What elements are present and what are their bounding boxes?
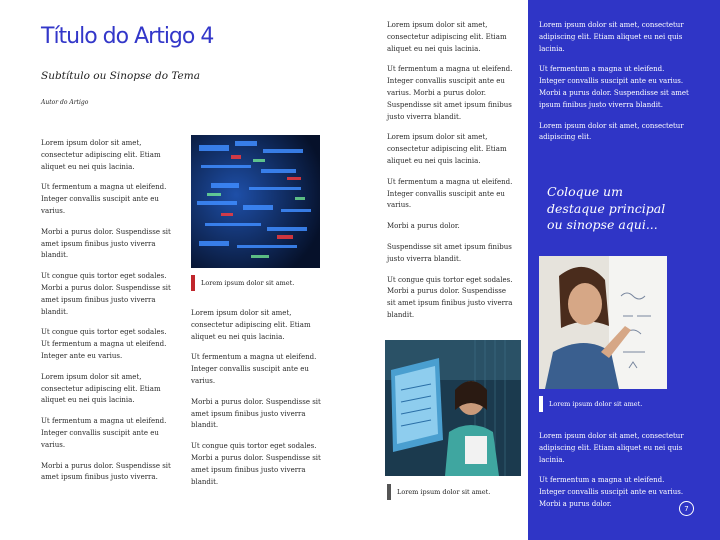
column-3-text: [387, 20, 515, 331]
caption-text: Lorem ipsum dolor sit amet.: [201, 279, 295, 287]
paragraph: Lorem ipsum dolor sit amet, consectetur adipiscing elit. Etiam aliquet eu nei quis lacinia.: [41, 139, 161, 171]
column-2-text: [191, 308, 323, 497]
paragraph: Lorem ipsum dolor sit amet, consectetur adipiscing elit. Etiam aliquet eu nei quis lacinia.: [41, 372, 161, 405]
paragraph: Lorem ipsum dolor sit amet, consectetur adipiscing elit. Etiam aliquet eu nei quis lacinia.: [539, 432, 684, 464]
paragraph: Lorem ipsum dolor sit amet, consectetur adipiscing elit.: [539, 121, 684, 142]
caption-text: Lorem ipsum dolor sit amet.: [397, 488, 491, 496]
paragraph: Morbi a purus dolor. Suspendisse sit amet ipsum finibus justo viverra blandit.: [41, 227, 171, 260]
article-author: Autor do Artigo: [41, 99, 89, 106]
caption-marker: [539, 396, 543, 412]
paragraph: Lorem ipsum dolor sit amet, consectetur adipiscing elit. Etiam aliquet eu nei quis lacinia.: [191, 309, 311, 341]
column-2-caption: [191, 275, 294, 291]
article-subtitle: Subtítulo ou Sinopse do Tema: [41, 70, 200, 82]
column-3-caption: [387, 484, 490, 500]
paragraph: Lorem ipsum dolor sit amet, consectetur adipiscing elit. Etiam aliquet eu nei quis lacinia.: [539, 21, 684, 53]
caption-text: Lorem ipsum dolor sit amet.: [549, 400, 643, 408]
column-1-text: [41, 138, 173, 493]
paragraph: Ut fermentum a magna ut eleifend. Integer convallis suscipit ante eu varius. Morbi a purus dolor. Suspendisse sit amet ipsum finibus justo viverra blandit.: [387, 65, 513, 121]
paragraph: Ut fermentum a magna ut eleifend. Integer convallis suscipit ante eu varius.: [41, 183, 167, 215]
paragraph: Ut congue quis tortor eget sodales. Ut fermentum a magna ut eleifend. Integer ante eu varius.: [41, 328, 167, 360]
paragraph: Ut fermentum a magna ut eleifend. Integer convallis suscipit ante eu varius. Morbi a purus dolor.: [539, 476, 684, 508]
caption-marker: [191, 275, 195, 291]
stock-board-image: [191, 135, 320, 268]
sidebar-text-bottom: [539, 431, 689, 520]
paragraph: Lorem ipsum dolor sit amet, consectetur adipiscing elit. Etiam aliquet eu nei quis lacinia.: [387, 21, 507, 53]
caption-marker: [387, 484, 391, 500]
article-title: Título do Artigo 4: [41, 24, 214, 49]
paragraph: Morbi a purus dolor. Suspendisse sit amet ipsum finibus justo viverra blandit.: [191, 397, 321, 430]
paragraph: Ut congue quis tortor eget sodales. Morbi a purus dolor. Suspendisse sit amet ipsum finibus justo viverra blandit.: [191, 442, 321, 486]
paragraph: Ut fermentum a magna ut eleifend. Integer convallis suscipit ante eu varius.: [191, 353, 317, 385]
sidebar-text-top: [539, 20, 689, 153]
paragraph: Morbi a purus dolor.: [387, 222, 460, 231]
sidebar-caption: [539, 396, 642, 412]
paragraph: Ut fermentum a magna ut eleifend. Integer convallis suscipit ante eu varius. Morbi a purus dolor. Suspendisse sit amet ipsum finibus justo viverra blandit.: [539, 65, 689, 109]
paragraph: Suspendisse sit amet ipsum finibus justo viverra blandit.: [387, 242, 512, 263]
doctor-image: [385, 340, 521, 476]
student-image: [539, 256, 667, 389]
paragraph: Lorem ipsum dolor sit amet, consectetur adipiscing elit. Etiam aliquet eu nei quis lacinia.: [387, 133, 507, 165]
paragraph: Ut congue quis tortor eget sodales. Morbi a purus dolor. Suspendisse sit amet ipsum finibus justo viverra blandit.: [41, 272, 171, 316]
paragraph: Morbi a purus dolor. Suspendisse sit amet ipsum finibus justo viverra.: [41, 461, 171, 482]
paragraph: Ut congue quis tortor eget sodales. Morbi a purus dolor. Suspendisse sit amet ipsum finibus justo viverra blandit.: [387, 275, 513, 319]
paragraph: Ut fermentum a magna ut eleifend. Integer convallis suscipit ante eu varius.: [387, 177, 513, 210]
pull-quote: Coloque um destaque principal ou sinopse aqui...: [547, 184, 666, 232]
page-number: 7: [679, 501, 694, 516]
paragraph: Ut fermentum a magna ut eleifend. Integer convallis suscipit ante eu varius.: [41, 417, 167, 449]
